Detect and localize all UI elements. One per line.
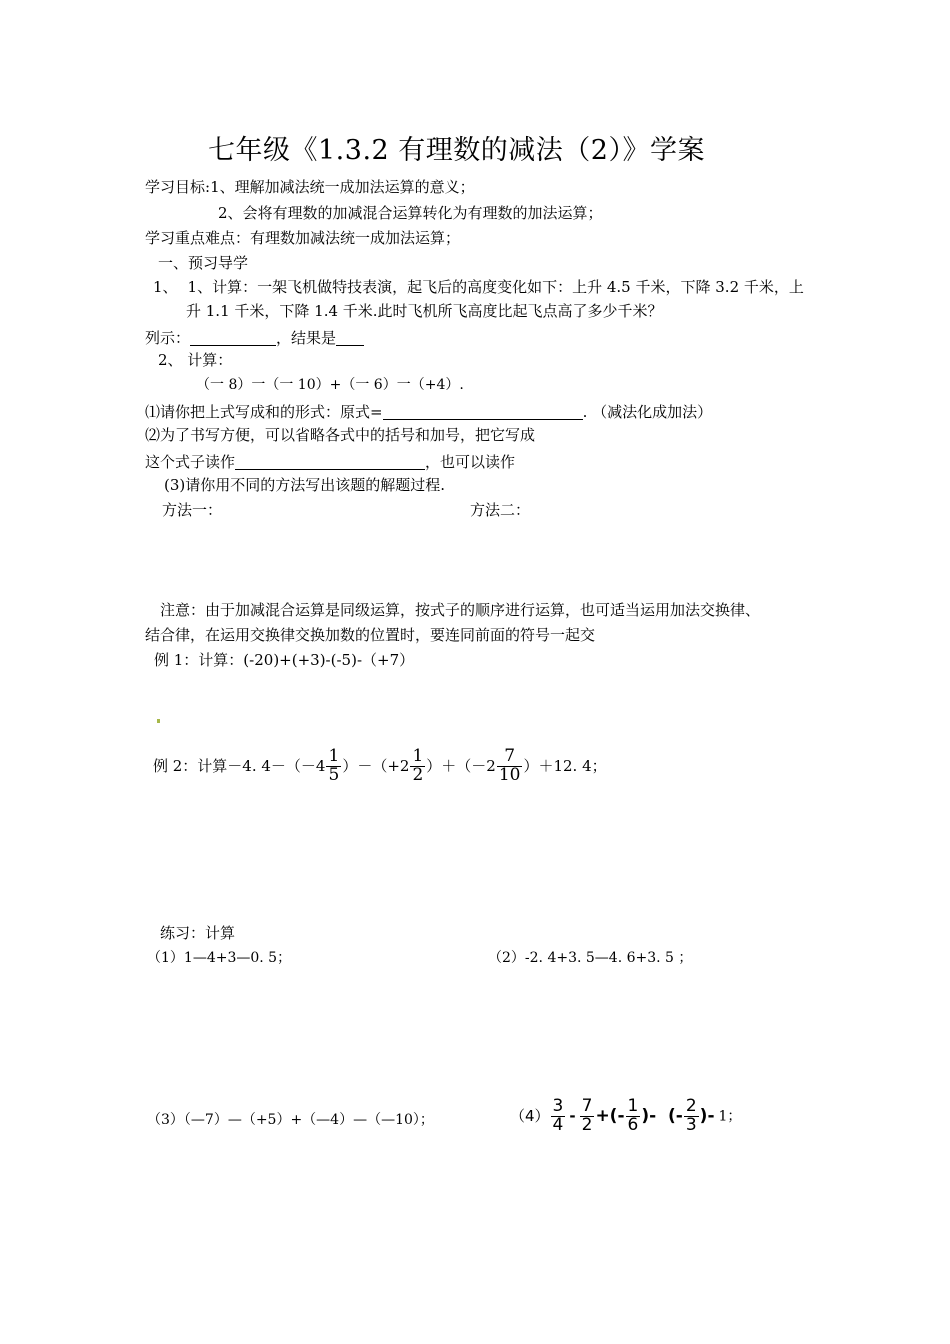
q2-part-1: [145, 403, 712, 420]
ex2-mid-1: ）－（+2: [342, 756, 410, 775]
practice-label: 练习：计算: [160, 924, 236, 942]
p4-fraction-a: [551, 1098, 566, 1135]
goals-line-1: [145, 180, 475, 195]
p4-b-numerator: 7: [581, 1096, 593, 1116]
practice-1: （1）1—4+3—0. 5；: [147, 950, 292, 966]
p4-fraction-c: [626, 1098, 641, 1135]
goals-label: 学习目标:: [145, 178, 211, 196]
q2-p1-prefix: ⑴请你把上式写成和的形式：原式=: [145, 403, 383, 421]
read-as-blank[interactable]: [235, 453, 425, 470]
q2-part-2-line-1: ⑵为了书写方便，可以省略各式中的括号和加号，把它写成: [145, 426, 536, 444]
q2-label: 2、 计算：: [158, 351, 233, 369]
q1-line-1: [153, 280, 804, 295]
answer-mid: ，结果是: [276, 329, 337, 347]
answer-prefix: 列示：: [145, 329, 191, 347]
focus-line: 学习重点难点：有理数加减法统一成加法运算；: [145, 229, 461, 247]
q2-expression: （一 8）一（一 10）+（一 6）一（+4）.: [196, 377, 464, 393]
p4-fraction-d: [684, 1098, 699, 1135]
p4-tail: 1；: [718, 1108, 742, 1125]
p4-c-numerator: 1: [627, 1096, 639, 1116]
ex2-suffix: ）＋12. 4；: [523, 756, 607, 775]
ex2-fraction-3: [497, 748, 523, 785]
sum-form-blank[interactable]: [383, 403, 583, 420]
ex2-prefix: 例 2：计算－4. 4－（－4: [153, 756, 326, 775]
p4-op-1: -: [569, 1106, 576, 1125]
p4-op-2: +(-: [595, 1105, 625, 1126]
ex2-fraction-1: [326, 748, 341, 785]
q1-line-2: 升 1.1 千米，下降 1.4 千米.此时飞机所飞高度比起飞点高了多少千米？: [186, 302, 663, 320]
q2-p1-suffix: . （减法化成加法）: [582, 403, 713, 421]
ex2-f3-denominator: 10: [498, 764, 521, 785]
practice-2: （2）-2. 4+3. 5—4. 6+3. 5 ；: [488, 950, 693, 966]
p4-a-denominator: 4: [552, 1114, 564, 1135]
ex2-mid-2: ）＋（－2: [426, 756, 496, 775]
p4-op-3: )- (-: [641, 1105, 683, 1126]
p4-c-denominator: 6: [627, 1114, 639, 1135]
p4-a-numerator: 3: [552, 1096, 564, 1116]
practice-4: [510, 1098, 741, 1135]
p4-label: （4）: [510, 1106, 550, 1125]
answer-blank-1[interactable]: [190, 329, 276, 346]
q2-part-3: (3)请你用不同的方法写出该题的解题过程.: [164, 476, 446, 494]
p4-d-denominator: 3: [685, 1114, 697, 1135]
ex2-fraction-2: [410, 748, 425, 785]
section-heading: 一、预习导学: [158, 254, 249, 272]
example-1: 例 1：计算：(-20)+(+3)-(-5)-（+7）: [154, 651, 415, 669]
q1-text-1: 1、计算：一架飞机做特技表演，起飞后的高度变化如下：上升 4.5 千米，下降 3.2 千米，上: [187, 278, 804, 296]
example-2: [153, 748, 607, 785]
method-one-label: 方法一：: [162, 501, 223, 519]
p4-b-denominator: 2: [581, 1114, 593, 1135]
q2-part-2-line-2: [145, 453, 515, 470]
p4-d-numerator: 2: [685, 1096, 697, 1116]
q1-number: 1、: [153, 278, 178, 296]
method-two-label: 方法二：: [470, 501, 531, 519]
note-line-2: 结合律，在运用交换律交换加数的位置时，要连同前面的符号一起交: [145, 626, 596, 644]
ex2-f1-numerator: 1: [328, 746, 340, 766]
practice-3: （3）（—7）—（+5）+（—4）—（—10）；: [147, 1112, 434, 1128]
ex2-f2-numerator: 1: [412, 746, 424, 766]
answer-line: [145, 329, 364, 346]
goal-2: 2、会将有理数的加减混合运算转化为有理数的加法运算；: [218, 204, 603, 222]
goal-1: 1、理解加减法统一成加法运算的意义；: [210, 178, 475, 196]
q2-p2-suffix: ，也可以读作: [425, 453, 516, 471]
note-line-1: 注意：由于加减混合运算是同级运算，按式子的顺序进行运算，也可适当运用加法交换律、: [160, 601, 761, 619]
ex2-f3-numerator: 7: [497, 748, 523, 767]
answer-blank-2[interactable]: [336, 329, 364, 346]
p4-fraction-b: [580, 1098, 595, 1135]
p4-op-4: )-: [699, 1105, 715, 1126]
q2-p2-prefix: 这个式子读作: [145, 453, 236, 471]
ex2-f2-denominator: 2: [412, 764, 424, 785]
ex2-f1-denominator: 5: [328, 764, 340, 785]
stray-mark: [157, 719, 160, 723]
page-title: 七年级《1.3.2 有理数的减法（2）》学案: [208, 135, 705, 166]
